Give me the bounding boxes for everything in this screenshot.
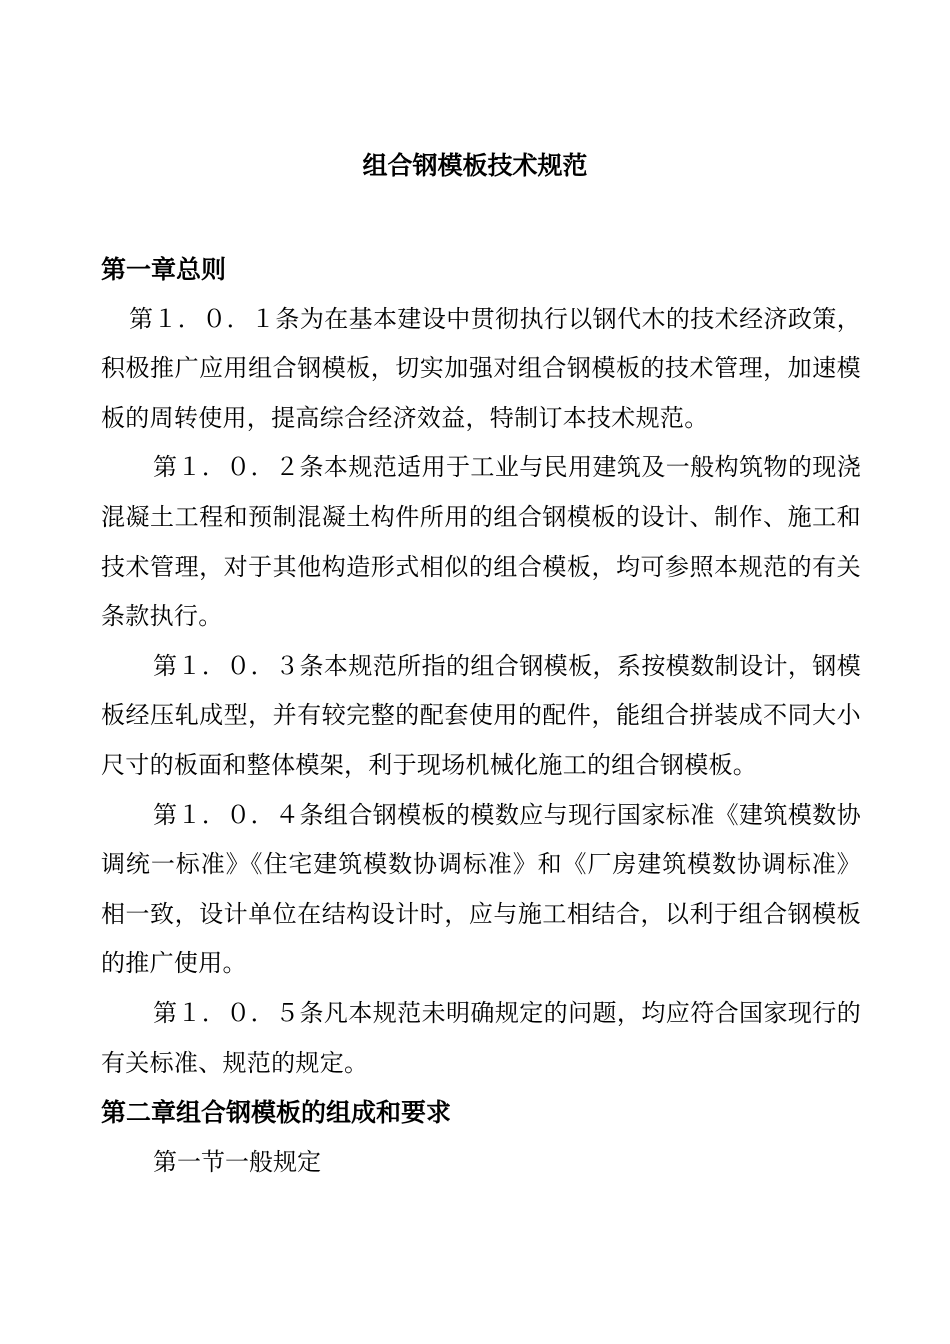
article-1-0-3: 第１．０．３条本规范所指的组合钢模板，系按模数制设计，钢模板经压轧成型，并有较完整的配套使用的配件，能组合拼装成不同大小尺寸的板面和整体模架，利于现场机械化施工的组合钢模板。: [101, 651, 861, 779]
document-body: [101, 245, 861, 1187]
article-1-0-2: 第１．０．２条本规范适用于工业与民用建筑及一般构筑物的现浇混凝土工程和预制混凝土构件所用的组合钢模板的设计、制作、施工和技术管理，对于其他构造形式相似的组合模板，均可参照本规范的有关条款执行。: [101, 453, 861, 631]
chapter-1-heading: 第一章总则: [101, 255, 227, 284]
section-1-heading: 第一节一般规定: [153, 1147, 321, 1176]
document-title: 组合钢模板技术规范: [362, 151, 588, 180]
chapter-2-heading: 第二章组合钢模板的组成和要求: [101, 1098, 452, 1128]
article-1-0-4: 第１．０．４条组合钢模板的模数应与现行国家标准《建筑模数协调统一标准》《住宅建筑模数协调标准》和《厂房建筑模数协调标准》相一致，设计单位在结构设计时，应与施工相结合，以利于组合钢模板的推广使用。: [101, 800, 861, 978]
article-1-0-5: 第１．０．５条凡本规范未明确规定的问题，均应符合国家现行的有关标准、规范的规定。: [101, 998, 861, 1077]
article-1-0-1: 第１．０．１条为在基本建设中贯彻执行以钢代木的技术经济政策，积极推广应用组合钢模板，切实加强对组合钢模板的技术管理，加速模板的周转使用，提高综合经济效益，特制订本技术规范。: [101, 304, 861, 432]
